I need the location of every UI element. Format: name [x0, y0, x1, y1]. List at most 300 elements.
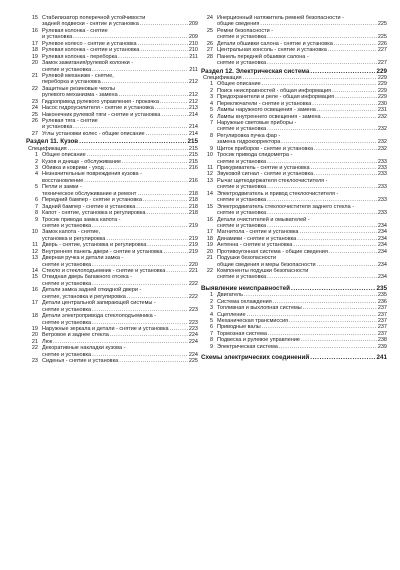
entry-number: 24	[31, 105, 38, 112]
entry-number: 22	[206, 268, 213, 275]
toc-entry	[26, 15, 198, 28]
entry-title: Магнитола - снятие и установка	[217, 229, 299, 236]
entry-title: Щиток приборов - снятие и установка	[217, 145, 314, 152]
toc-entry-line	[201, 274, 387, 280]
toc-entry	[201, 120, 387, 133]
section-title: Раздел 12. Электрическая система	[201, 67, 310, 75]
entry-title: Рулевой механизм - снятие,	[42, 72, 114, 79]
entry-number: 1	[34, 152, 38, 159]
toc-entry	[26, 118, 198, 131]
entry-page: 227	[377, 60, 387, 67]
entry-number: 17	[31, 300, 38, 307]
entry-page: 213	[188, 105, 198, 112]
entry-number: 24	[206, 15, 213, 21]
entry-number: 10	[206, 152, 213, 159]
entry-title: Динамики - снятие и установка	[217, 235, 297, 242]
entry-number: 6	[209, 113, 213, 120]
entry-number: 1	[209, 292, 213, 299]
entry-title: Переключатели - снятие и установка	[217, 100, 312, 107]
entry-number: 7	[34, 203, 38, 210]
entry-title: общие сведения	[217, 21, 260, 28]
entry-page: 224	[188, 332, 198, 339]
entry-title: Тросик привода замка капота -	[42, 216, 121, 223]
entry-title: снятие, установка и регулировка	[42, 293, 126, 300]
section-gap	[201, 350, 387, 353]
entry-page: 226	[377, 40, 387, 47]
entry-number: 20	[206, 248, 213, 255]
entry-number: 26	[206, 40, 213, 47]
entry-title: Углы установки колес - общие описание	[42, 130, 145, 137]
toc-entry	[26, 345, 198, 358]
entry-page: 210	[188, 47, 198, 54]
entry-number: 22	[31, 85, 38, 92]
entry-title: Обивка и коврики - уход	[42, 165, 104, 172]
entry-title: Ремни безопасности -	[217, 27, 274, 34]
entry-number: 27	[31, 130, 38, 137]
entry-title: Защитные резиновые чехлы	[42, 85, 115, 92]
entry-page: 218	[188, 197, 198, 204]
entry-title: Электродвигатель и привод стеклоочистителя -	[217, 190, 339, 197]
entry-title: снятие и установка	[42, 319, 92, 326]
entry-page: 229	[377, 81, 387, 88]
toc-column-left	[26, 15, 198, 365]
entry-page: 233	[377, 171, 387, 178]
section-page: 229	[376, 67, 387, 75]
entry-page: 233	[377, 165, 387, 172]
section-gap	[201, 281, 387, 284]
entry-title: Топливная и выхлопная системы	[217, 305, 302, 312]
entry-number: 23	[31, 358, 38, 365]
toc-entry	[26, 300, 198, 313]
entry-title: Насос гидроусилителя - снятие и установка	[42, 105, 154, 112]
entry-page: 237	[377, 311, 387, 318]
entry-page: 210	[188, 40, 198, 47]
entry-title: снятие и установка	[42, 261, 92, 268]
entry-title: Сцепление	[217, 311, 246, 318]
entry-page: 237	[377, 324, 387, 331]
entry-page: 219	[188, 235, 198, 242]
toc-entry	[26, 60, 198, 73]
entry-number: 15	[31, 274, 38, 281]
entry-number: 2	[34, 158, 38, 165]
entry-title: Поиск неисправностей - общая информация	[217, 87, 332, 94]
entry-number: 21	[31, 338, 38, 345]
toc-entry	[201, 204, 387, 217]
entry-number: 16	[31, 287, 38, 294]
entry-page: 237	[377, 305, 387, 312]
entry-number: 22	[31, 345, 38, 352]
entry-number: 13	[31, 255, 38, 262]
entry-page: 237	[377, 330, 387, 337]
entry-page: 219	[188, 242, 198, 249]
dot-leader	[310, 68, 375, 75]
entry-title: Приводные валы	[217, 324, 261, 331]
entry-page: 233	[377, 158, 387, 165]
entry-number: 16	[31, 27, 38, 34]
entry-page: 237	[377, 318, 387, 325]
entry-text	[217, 274, 387, 280]
entry-number: 25	[31, 111, 38, 118]
toc-entry	[201, 133, 387, 146]
entry-title: снятие и установка	[217, 210, 267, 217]
dot-leader	[279, 344, 377, 350]
entry-title: Откидная дверь багажного отсека -	[42, 274, 133, 281]
entry-title: восстановление	[42, 177, 84, 184]
entry-title: Декоративные накладки кузова -	[42, 345, 126, 352]
entry-number: 14	[206, 190, 213, 197]
entry-title: Двигатель	[217, 292, 243, 299]
toc-entry-line	[201, 60, 387, 66]
entry-number: 14	[31, 268, 38, 275]
entry-title: Внутренняя панель двери - снятие и установка	[42, 248, 163, 255]
entry-page: 224	[188, 351, 198, 358]
entry-title: Передний бампер - снятие и установка	[42, 197, 142, 204]
entry-text	[217, 60, 387, 66]
entry-number: 12	[31, 248, 38, 255]
entry-title: переборка и установка	[42, 79, 101, 86]
entry-page: 212	[188, 79, 198, 86]
entry-page: 233	[377, 210, 387, 217]
entry-title: Наружные зеркала и детали - снятие и установка	[42, 325, 169, 332]
entry-number: 5	[209, 107, 213, 114]
entry-page: 229	[377, 94, 387, 101]
entry-number: 4	[209, 100, 213, 107]
entry-number: 8	[34, 210, 38, 217]
dot-leader	[79, 138, 186, 145]
entry-title: Наконечник рулевой тяги - снятие и установка	[42, 111, 161, 118]
entry-page: 227	[377, 47, 387, 54]
entry-number: 16	[206, 216, 213, 223]
section-heading	[201, 354, 387, 361]
entry-number: 9	[209, 145, 213, 152]
toc-entry	[26, 287, 198, 300]
entry-page: 214	[188, 130, 198, 137]
entry-page: 214	[188, 124, 198, 131]
entry-title: Лампы наружного освещения - замена	[217, 107, 316, 114]
entry-number: 19	[206, 242, 213, 249]
entry-page: 229	[377, 87, 387, 94]
entry-page: 239	[377, 343, 387, 350]
entry-number: 19	[31, 325, 38, 332]
entry-title: общие сведения и меры безопасности	[217, 261, 316, 268]
entry-number: 15	[31, 15, 38, 21]
entry-title: Капот - снятие, установка и регулировка	[42, 210, 146, 217]
entry-number: 6	[34, 197, 38, 204]
section-heading	[201, 285, 387, 292]
toc-entry	[26, 171, 198, 184]
entry-number: 3	[209, 94, 213, 101]
entry-title: Стабилизатор поперечной устойчивости	[42, 15, 146, 21]
entry-page: 235	[377, 292, 387, 299]
entry-title: рулевого механизма - замена	[42, 92, 118, 99]
entry-title: снятие и установка	[217, 126, 267, 133]
toc-entry	[201, 344, 387, 350]
toc-entry	[201, 54, 387, 67]
entry-title: снятие и установка	[217, 34, 267, 41]
entry-page: 212	[188, 92, 198, 99]
entry-number: 4	[34, 171, 38, 178]
entry-number: 25	[206, 27, 213, 34]
entry-page: 233	[377, 197, 387, 204]
entry-number: 17	[31, 40, 38, 47]
toc-entry	[26, 184, 198, 197]
entry-title: снятие и установка	[217, 60, 267, 67]
entry-page: 215	[188, 152, 198, 159]
entry-number: 11	[207, 165, 213, 172]
entry-title: снятие и установка	[217, 197, 267, 204]
entry-title: Спецификация	[203, 74, 242, 81]
entry-title: Тросик привода спидометра -	[217, 152, 293, 159]
section-page: 215	[187, 138, 198, 146]
entry-number: 19	[31, 53, 38, 60]
entry-title: Центральная консоль - снятие и установка	[217, 47, 327, 54]
entry-number: 17	[206, 229, 213, 236]
entry-number: 1	[209, 81, 213, 88]
entry-title: Задний бампер - снятие и установка	[42, 203, 136, 210]
entry-title: и установка	[42, 34, 73, 41]
entry-number: 12	[206, 171, 213, 178]
entry-number: 6	[209, 324, 213, 331]
entry-title: Панель передней обшивки салона -	[217, 53, 309, 60]
entry-page: 232	[377, 113, 387, 120]
entry-page: 225	[188, 358, 198, 365]
entry-title: Предохранители и реле - общая информация	[217, 94, 335, 101]
entry-page: 232	[377, 145, 387, 152]
entry-title: техническое обслуживание и ремонт	[42, 190, 137, 197]
entry-title: Рулевая колонка - снятие	[42, 27, 108, 34]
section-title: Схемы электрических соединений	[201, 354, 310, 362]
section-page: 241	[376, 354, 387, 362]
entry-title: Детали электропривода стеклоподъемника -	[42, 313, 157, 320]
entry-title: снятие и установка	[42, 280, 92, 287]
entry-page: 215	[188, 158, 198, 165]
entry-text	[42, 131, 198, 137]
entry-title: Рулевая колонка - переборка	[42, 53, 118, 60]
entry-title: снятие и установка	[42, 66, 92, 73]
dot-leader	[310, 354, 375, 361]
entry-title: Люк	[42, 338, 53, 345]
entry-page: 219	[188, 222, 198, 229]
toc-entry	[26, 358, 198, 364]
entry-title: Дверь - снятие, установка и регулировка	[42, 242, 147, 249]
entry-number: 10	[31, 229, 38, 236]
toc-entry-line	[201, 344, 387, 350]
entry-title: снятие и установка	[42, 222, 92, 229]
entry-page: 230	[377, 100, 387, 107]
entry-page: 218	[188, 210, 198, 217]
entry-number: 21	[206, 255, 213, 262]
entry-title: Противоугонная система - общие сведения	[217, 248, 328, 255]
section-page: 235	[376, 284, 387, 292]
entry-number: 18	[31, 313, 38, 320]
entry-title: Подвеска и рулевое управление	[217, 337, 300, 344]
entry-number: 7	[209, 119, 213, 126]
entry-page: 231	[377, 107, 387, 114]
toc-entry	[201, 191, 387, 204]
toc-entry	[201, 178, 387, 191]
entry-page: 234	[377, 261, 387, 268]
entry-number: 4	[209, 311, 213, 318]
entry-number: 21	[31, 72, 38, 79]
entry-title: установка и регулировка	[42, 235, 106, 242]
toc-entry	[201, 255, 387, 268]
toc-entry	[201, 217, 387, 230]
entry-page: 218	[188, 190, 198, 197]
entry-title: Рулевая колонка - снятие и установка	[42, 47, 140, 54]
entry-title: Подушки безопасности	[217, 255, 277, 262]
toc-entry-line	[26, 358, 198, 364]
entry-title: Стекло и стеклоподъемник - снятие и установка	[42, 268, 166, 275]
entry-title: Инерционный натяжитель ремней безопасности -	[217, 15, 344, 21]
section-title: Выявление неисправностей	[201, 284, 290, 292]
entry-page: 234	[377, 248, 387, 255]
entry-page: 216	[188, 177, 198, 184]
toc-entry	[26, 313, 198, 326]
entry-number: 13	[206, 177, 213, 184]
entry-page: 212	[188, 98, 198, 105]
entry-page: 229	[377, 74, 387, 81]
entry-page: 209	[188, 21, 198, 28]
entry-title: Система охлаждения	[217, 298, 272, 305]
toc-entry	[26, 131, 198, 137]
entry-title: Наружные световые приборы -	[217, 119, 297, 126]
toc-entry	[201, 152, 387, 165]
dot-leader	[146, 131, 188, 137]
entry-title: Дверная ручка и детали замка -	[42, 255, 124, 262]
entry-title: снятие и установка	[42, 351, 92, 358]
entry-title: замена гидрокорректора	[217, 139, 281, 146]
dot-leader	[119, 358, 188, 364]
entry-text	[42, 358, 198, 364]
entry-number: 5	[34, 184, 38, 191]
entry-page: 209	[188, 34, 198, 41]
entry-title: Компоненты подушки безопасности	[217, 268, 309, 275]
entry-page: 225	[377, 34, 387, 41]
entry-title: Регулировка пучка фар -	[217, 132, 281, 139]
entry-title: Прикуриватель - снятие и установка	[217, 165, 310, 172]
entry-title: Механическая трансмиссия	[217, 318, 289, 325]
entry-number: 15	[206, 203, 213, 210]
entry-number: 20	[31, 60, 38, 67]
entry-title: Тормозная система	[217, 330, 267, 337]
section-heading	[26, 138, 198, 145]
entry-page: 215	[188, 145, 198, 152]
entry-title: Электродвигатель стеклоочистителя заднего стекла -	[217, 203, 355, 210]
entry-title: Детали замка задней откидной двери -	[42, 287, 142, 294]
entry-number: 23	[31, 98, 38, 105]
entry-number: 18	[206, 235, 213, 242]
toc-entry	[201, 28, 387, 41]
entry-number: 11	[32, 242, 38, 249]
entry-page: 238	[377, 337, 387, 344]
entry-number: 18	[31, 47, 38, 54]
section-title: Раздел 11. Кузов	[26, 138, 79, 146]
entry-title: Детали центральной запирающей системы -	[42, 300, 156, 307]
toc-entry	[26, 86, 198, 99]
entry-title: снятие и установка	[217, 274, 267, 281]
entry-number: 9	[209, 343, 213, 350]
entry-page: 234	[377, 229, 387, 236]
entry-title: Рычаг щеткодержателя стеклоочистителя -	[217, 177, 328, 184]
entry-title: Замок капота - снятие,	[42, 229, 101, 236]
entry-title: Ветровое и заднее стекла	[42, 332, 109, 339]
toc-column-right	[201, 15, 387, 362]
entry-page: 218	[188, 203, 198, 210]
entry-page: 234	[377, 222, 387, 229]
toc-entry	[26, 255, 198, 268]
entry-title: Рулевое колесо - снятие и установка	[42, 40, 137, 47]
toc-entry	[26, 217, 198, 230]
entry-number: 8	[209, 132, 213, 139]
entry-title: снятие и установка	[42, 306, 92, 313]
toc-entry	[26, 274, 198, 287]
toc-entry	[26, 73, 198, 86]
entry-title: Антенна - снятие и установка	[217, 242, 293, 249]
entry-page: 234	[377, 274, 387, 281]
entry-number: 2	[209, 298, 213, 305]
entry-title: Петли и замки -	[42, 184, 82, 191]
entry-number: 5	[209, 318, 213, 325]
entry-page: 211	[189, 66, 198, 73]
entry-page: 224	[188, 338, 198, 345]
entry-title: снятие и установка	[217, 158, 267, 165]
entry-title: Спецификация	[28, 145, 67, 152]
entry-title: Детали обшивки салона - снятие и установка	[217, 40, 333, 47]
entry-title: снятие и установка	[217, 184, 267, 191]
entry-title: Гидропривод рулевого управления - прокачка	[42, 98, 159, 105]
toc-entry	[26, 229, 198, 242]
entry-number: 7	[209, 330, 213, 337]
entry-page: 216	[188, 165, 198, 172]
entry-number: 26	[31, 118, 38, 124]
entry-title: Рулевая тяга - снятие	[42, 118, 98, 124]
entry-page: 223	[188, 319, 198, 326]
entry-title: Кузов и днище - обслуживание	[42, 158, 122, 165]
entry-page: 232	[377, 126, 387, 133]
entry-title: и установка	[42, 124, 73, 131]
entry-page: 222	[188, 293, 198, 300]
entry-number: 8	[209, 337, 213, 344]
entry-title: Лампы внутреннего освещения - замена	[217, 113, 321, 120]
entry-number: 3	[34, 165, 38, 172]
entry-title: задней подвески - снятие и установка	[42, 21, 139, 28]
entry-text	[217, 344, 387, 350]
entry-title: Замок зажигания/рулевой колонки -	[42, 60, 134, 67]
entry-page: 225	[377, 21, 387, 28]
entry-number: 2	[209, 87, 213, 94]
entry-number: 20	[31, 332, 38, 339]
dot-leader	[267, 274, 377, 280]
entry-page: 222	[188, 280, 198, 287]
entry-page: 220	[188, 261, 198, 268]
dot-leader	[291, 285, 376, 292]
toc-entry	[26, 28, 198, 41]
entry-title: снятие и установка	[217, 222, 267, 229]
dot-leader	[267, 60, 377, 66]
entry-title: Общее описание	[217, 81, 261, 88]
entry-number: 28	[206, 53, 213, 60]
entry-page: 211	[189, 53, 198, 60]
entry-page: 214	[188, 111, 198, 118]
toc-entry	[201, 268, 387, 281]
entry-number: 27	[206, 47, 213, 54]
entry-page: 223	[188, 306, 198, 313]
entry-page: 236	[377, 298, 387, 305]
entry-page: 232	[377, 139, 387, 146]
entry-page: 233	[377, 184, 387, 191]
entry-title: Общее описание	[42, 152, 86, 159]
entry-title: Детали очистителей и омывателей -	[217, 216, 310, 223]
